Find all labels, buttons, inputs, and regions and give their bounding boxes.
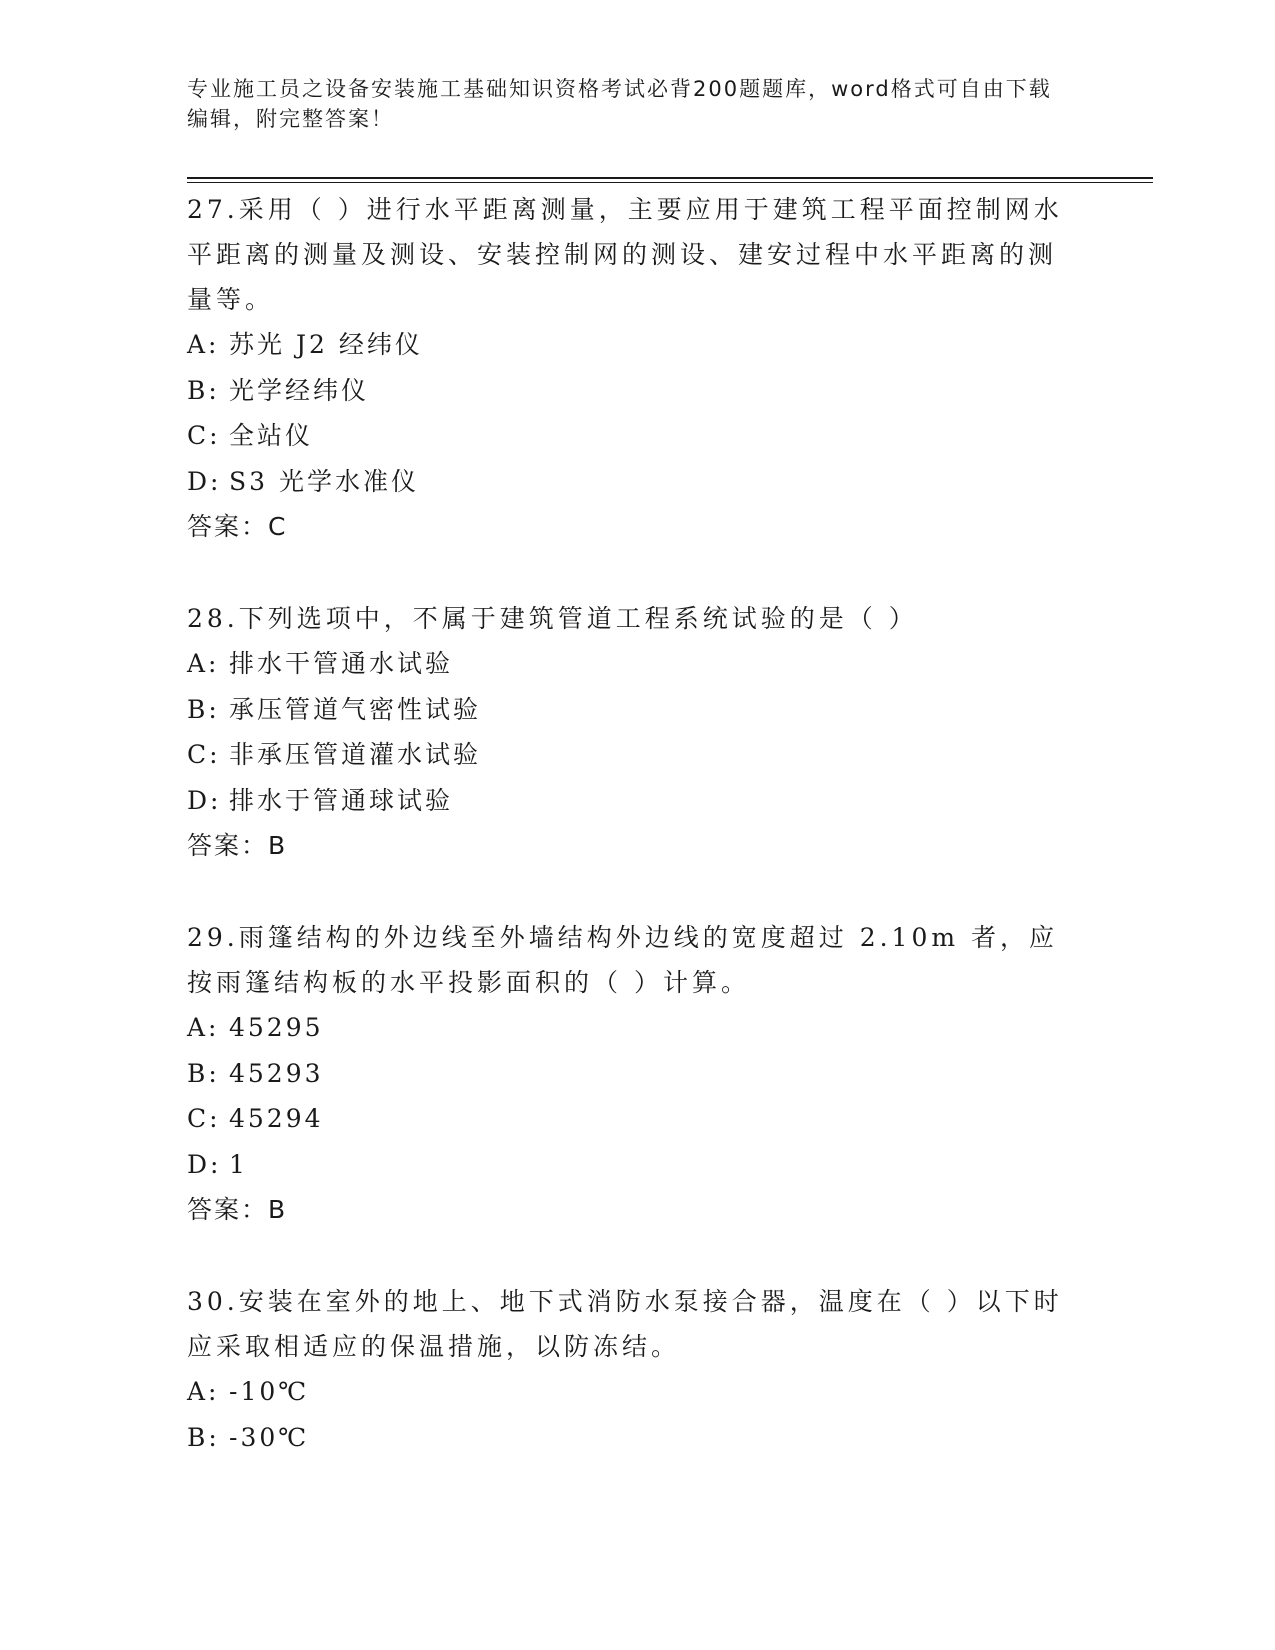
- header-divider-thick: [187, 177, 1153, 179]
- option-b: [187, 1415, 1077, 1461]
- option-key: B:: [187, 1422, 220, 1452]
- answer-line: 答案：B: [187, 1195, 288, 1224]
- question-30: [187, 1279, 1077, 1460]
- option-key: D:: [187, 785, 222, 815]
- question-text: 30.安装在室外的地上、地下式消防水泵接合器，温度在（ ）以下时应采取相适应的保温措施，以防冻结。: [187, 1287, 1063, 1361]
- option-c: [187, 732, 1077, 778]
- option-key: A:: [187, 1377, 220, 1406]
- question-spacer: [187, 868, 1077, 915]
- option-key: A:: [187, 330, 220, 359]
- option-a: [187, 322, 1077, 368]
- option-b: [187, 1051, 1077, 1097]
- option-a: [187, 1005, 1077, 1051]
- option-d: [187, 1142, 1077, 1188]
- option-text: 45293: [229, 1058, 324, 1088]
- answer-line: 答案：C: [187, 512, 288, 541]
- option-d: [187, 778, 1077, 824]
- question-text: 29.雨篷结构的外边线至外墙结构外边线的宽度超过 2.10m 者，应按雨篷结构板的水平投影面积的（ ）计算。: [187, 923, 1059, 997]
- option-b: [187, 687, 1077, 733]
- option-text: -10℃: [229, 1377, 310, 1406]
- option-key: A:: [187, 1013, 220, 1042]
- option-key: D:: [187, 1149, 222, 1179]
- option-text: -30℃: [229, 1422, 310, 1452]
- option-c: [187, 413, 1077, 459]
- option-text: S3 光学水准仪: [229, 466, 419, 496]
- option-a: [187, 641, 1077, 687]
- option-text: 全站仪: [229, 421, 314, 450]
- question-list: [187, 187, 1077, 1460]
- option-key: B:: [187, 1058, 220, 1088]
- option-key: C:: [187, 740, 221, 769]
- question-28: [187, 596, 1077, 868]
- option-c: [187, 1096, 1077, 1142]
- option-d: [187, 459, 1077, 505]
- option-b: [187, 368, 1077, 414]
- option-text: 承压管道气密性试验: [229, 694, 482, 724]
- header-divider-thin: [187, 182, 1153, 183]
- option-text: 排水于管通球试验: [229, 785, 454, 815]
- answer-line: 答案：B: [187, 831, 288, 860]
- question-text: 27.采用（ ）进行水平距离测量，主要应用于建筑工程平面控制网水平距离的测量及测设、安装控制网的测设、建安过程中水平距离的测量等。: [187, 195, 1063, 314]
- option-key: D:: [187, 466, 222, 496]
- option-key: B:: [187, 694, 220, 724]
- question-spacer: [187, 549, 1077, 596]
- question-29: [187, 915, 1077, 1232]
- option-key: A:: [187, 649, 220, 678]
- option-text: 光学经纬仪: [229, 375, 370, 405]
- option-text: 45295: [229, 1013, 324, 1042]
- option-text: 1: [229, 1149, 248, 1179]
- question-spacer: [187, 1232, 1077, 1279]
- option-text: 苏光 J2 经纬仪: [229, 330, 423, 359]
- option-key: B:: [187, 375, 220, 405]
- option-key: C:: [187, 1104, 221, 1133]
- option-text: 45294: [229, 1104, 324, 1133]
- option-text: 排水干管通水试验: [229, 649, 454, 678]
- document-header: 专业施工员之设备安装施工基础知识资格考试必背200题题库，word格式可自由下载编辑，附完整答案！: [187, 77, 1052, 131]
- option-key: C:: [187, 421, 221, 450]
- option-text: 非承压管道灌水试验: [229, 740, 482, 769]
- question-text: 28.下列选项中，不属于建筑管道工程系统试验的是（ ）: [187, 604, 918, 633]
- option-a: [187, 1369, 1077, 1415]
- question-27: [187, 187, 1077, 549]
